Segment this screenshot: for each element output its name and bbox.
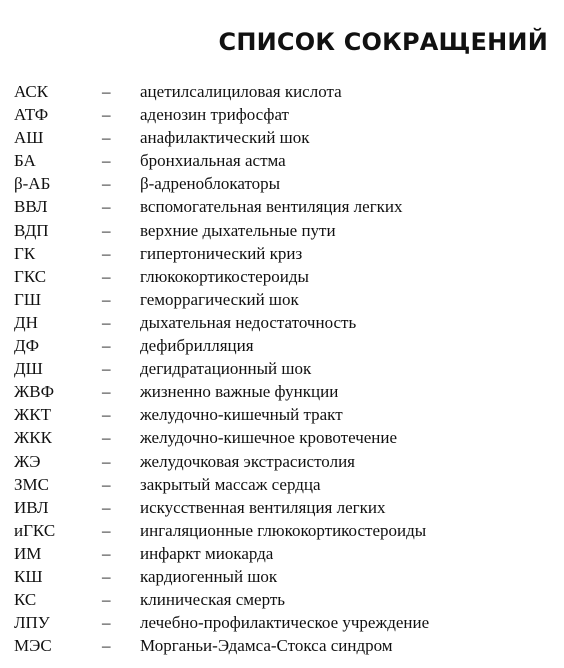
dash-separator: –: [102, 336, 111, 356]
list-item: [14, 380, 554, 403]
dash-separator: –: [102, 151, 111, 171]
abbreviation-meaning: кардиогенный шок: [140, 566, 278, 586]
dash-separator: –: [102, 520, 111, 540]
abbreviation-meaning: верхние дыхательные пути: [140, 220, 336, 240]
list-item: [14, 149, 554, 172]
list-item: [14, 219, 554, 242]
abbreviation: ДШ: [14, 359, 43, 379]
abbreviation: β-АБ: [14, 174, 51, 194]
abbreviation: ДН: [14, 312, 38, 332]
page-title: СПИСОК СОКРАЩЕНИЙ: [218, 28, 548, 57]
abbreviation-meaning: инфаркт миокарда: [140, 543, 274, 563]
abbreviation: ИМ: [14, 543, 42, 563]
abbreviation: ЛПУ: [14, 613, 50, 633]
list-item: [14, 403, 554, 426]
abbreviation-meaning: дегидратационный шок: [140, 359, 312, 379]
abbreviation: АТФ: [14, 105, 49, 125]
abbreviation-meaning: ацетилсалициловая кислота: [140, 82, 342, 101]
abbreviation: АСК: [14, 82, 49, 101]
list-item: [14, 80, 554, 103]
dash-separator: –: [102, 312, 111, 332]
abbreviation: ВДП: [14, 220, 49, 240]
list-item: [14, 542, 554, 565]
list-item: [14, 357, 554, 380]
abbreviation-meaning: гипертонический криз: [140, 243, 303, 263]
dash-separator: –: [102, 197, 111, 217]
abbreviation-meaning: желудочно-кишечный тракт: [140, 405, 343, 425]
dash-separator: –: [102, 613, 111, 633]
abbreviation: ЖЭ: [14, 451, 41, 471]
dash-separator: –: [102, 105, 111, 125]
list-item: [14, 519, 554, 542]
abbreviation-meaning: желудочковая экстрасистолия: [140, 451, 355, 471]
dash-separator: –: [102, 405, 111, 425]
abbreviation-meaning: геморрагический шок: [140, 289, 299, 309]
abbreviation-meaning: ингаляционные глюкокортикостероиды: [140, 520, 427, 540]
abbreviation-meaning: вспомогательная вентиляция легких: [140, 197, 403, 217]
list-item: [14, 634, 554, 657]
abbreviation-meaning: закрытый массаж сердца: [140, 474, 321, 494]
list-item: [14, 311, 554, 334]
abbreviation-meaning: желудочно-кишечное кровотечение: [140, 428, 398, 448]
abbreviation-meaning: глюкокортикостероиды: [140, 266, 309, 286]
list-item: [14, 242, 554, 265]
abbreviation: АШ: [14, 128, 44, 148]
abbreviation: иГКС: [14, 520, 56, 540]
abbreviation-meaning: дыхательная недостаточность: [140, 312, 357, 332]
dash-separator: –: [102, 359, 111, 379]
dash-separator: –: [102, 566, 111, 586]
abbreviation: ГК: [14, 243, 36, 263]
abbreviation-meaning: β-адреноблокаторы: [140, 174, 281, 194]
dash-separator: –: [102, 220, 111, 240]
list-item: [14, 565, 554, 588]
abbreviation: БА: [14, 151, 36, 171]
dash-separator: –: [102, 474, 111, 494]
abbreviation-list: [14, 80, 554, 657]
dash-separator: –: [102, 128, 111, 148]
abbreviation: ИВЛ: [14, 497, 49, 517]
list-item: [14, 126, 554, 149]
abbreviation-meaning: искусственная вентиляция легких: [140, 497, 386, 517]
abbreviation-meaning: дефибрилляция: [140, 336, 254, 356]
abbreviation-meaning: анафилактический шок: [140, 128, 310, 148]
list-item: [14, 288, 554, 311]
list-item: [14, 334, 554, 357]
dash-separator: –: [102, 428, 111, 448]
abbreviation-meaning: Морганьи-Эдамса-Стокса синдром: [140, 636, 393, 656]
list-item: [14, 496, 554, 519]
abbreviation: ЖКТ: [14, 405, 51, 425]
abbreviation: МЭС: [14, 636, 52, 656]
dash-separator: –: [102, 174, 111, 194]
list-item: [14, 172, 554, 195]
abbreviation: ЖКК: [14, 428, 52, 448]
abbreviation-meaning: жизненно важные функции: [140, 382, 339, 402]
list-item: [14, 450, 554, 473]
abbreviation-meaning: бронхиальная астма: [140, 151, 286, 171]
abbreviation-meaning: аденозин трифосфат: [140, 105, 289, 125]
list-item: [14, 611, 554, 634]
abbreviation-meaning: клиническая смерть: [140, 590, 286, 610]
dash-separator: –: [102, 243, 111, 263]
dash-separator: –: [102, 266, 111, 286]
list-item: [14, 473, 554, 496]
abbreviation: ГШ: [14, 289, 41, 309]
abbreviation: ДФ: [14, 336, 40, 356]
list-item: [14, 195, 554, 218]
abbreviation: КШ: [14, 566, 43, 586]
abbreviation: ЗМС: [14, 474, 49, 494]
abbreviation: ВВЛ: [14, 197, 48, 217]
dash-separator: –: [102, 289, 111, 309]
abbreviation-meaning: лечебно-профилактическое учреждение: [140, 613, 430, 633]
abbreviation: ГКС: [14, 266, 47, 286]
list-item: [14, 426, 554, 449]
list-item: [14, 265, 554, 288]
dash-separator: –: [102, 590, 111, 610]
list-item: [14, 103, 554, 126]
dash-separator: –: [102, 543, 111, 563]
dash-separator: –: [102, 497, 111, 517]
dash-separator: –: [102, 82, 111, 101]
dash-separator: –: [102, 451, 111, 471]
abbreviation: ЖВФ: [14, 382, 55, 402]
dash-separator: –: [102, 382, 111, 402]
abbreviation: КС: [14, 590, 37, 610]
list-item: [14, 588, 554, 611]
dash-separator: –: [102, 636, 111, 656]
